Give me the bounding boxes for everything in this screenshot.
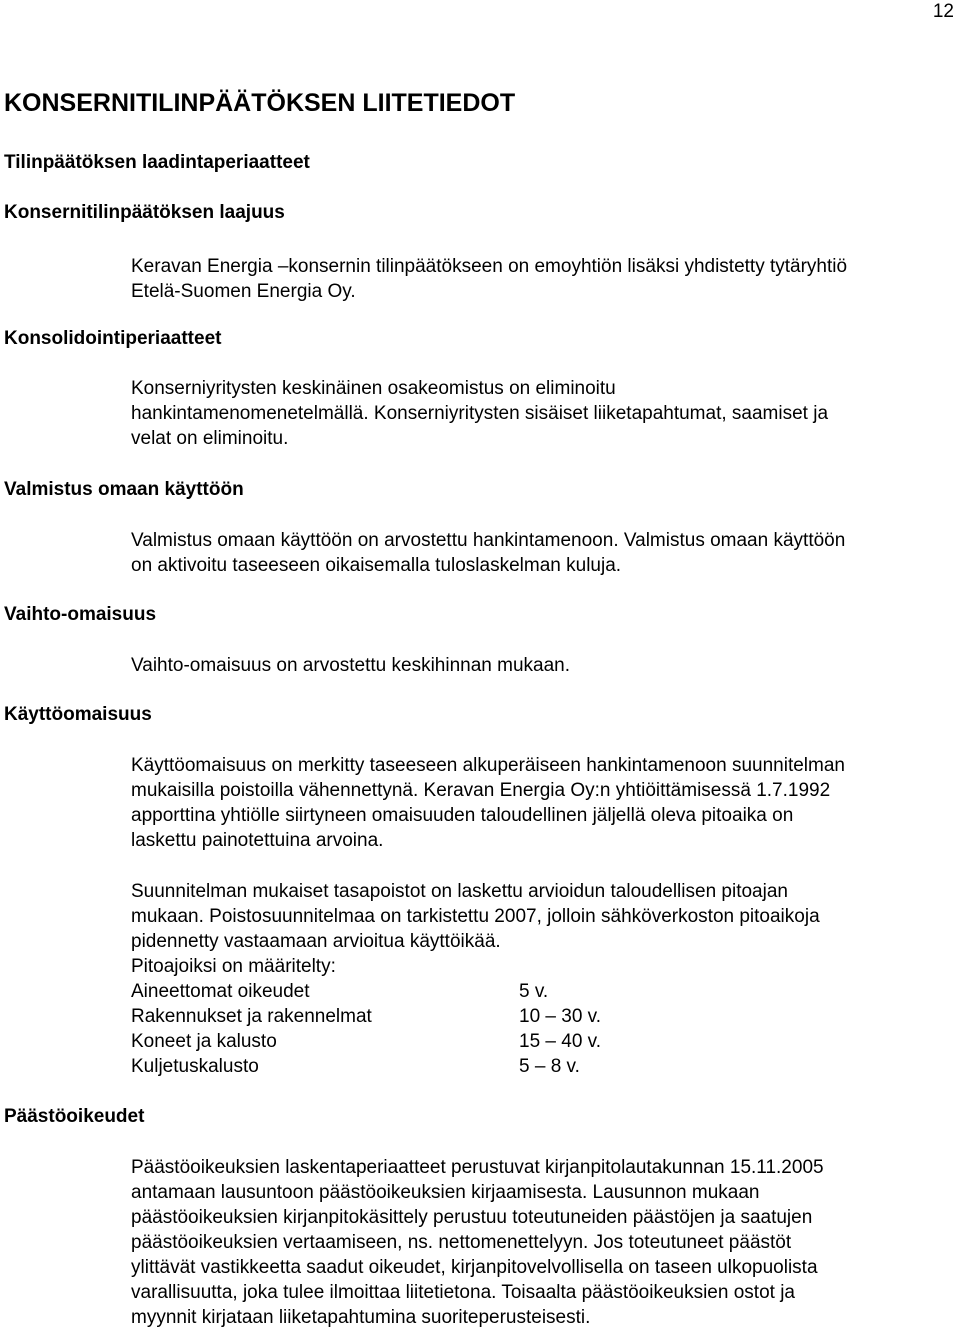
fixed-assets-paragraph-1 [131, 753, 957, 853]
useful-life-asset: Aineettomat oikeudet [131, 981, 310, 1002]
text-line: apporttina yhtiölle siirtyneen omaisuuden taloudellinen jäljellä oleva pitoaika on [131, 805, 794, 826]
text-line: hankintamenomenetelmällä. Konserniyritysten sisäiset liiketapahtumat, saamiset ja [131, 403, 829, 424]
text-line: laskettu painotettuina arvoina. [131, 830, 384, 851]
text-line: Vaihto-omaisuus on arvostettu keskihinnan mukaan. [131, 655, 571, 676]
text-line: Päästöoikeuksien laskentaperiaatteet perustuvat kirjanpitolautakunnan 15.11.2005 [131, 1157, 824, 1178]
text-line: Suunnitelman mukaiset tasapoistot on laskettu arvioidun taloudellisen pitoajan [131, 881, 788, 902]
fixed-assets-paragraph-2 [131, 879, 957, 979]
text-line: pidennetty vastaamaan arvioitua käyttöikää. [131, 931, 501, 952]
heading-fixed-assets: Käyttöomaisuus [4, 704, 152, 725]
heading-consolidation: Konsolidointiperiaatteet [4, 328, 222, 349]
page-number: 12 [932, 1, 954, 22]
text-line: Konserniyritysten keskinäinen osakeomistus on eliminoitu [131, 378, 616, 399]
text-line: mukaan. Poistosuunnitelmaa on tarkistettu 2007, jolloin sähköverkoston pitoaikoja [131, 906, 820, 927]
text-line: Valmistus omaan käyttöön on arvostettu hankintamenoon. Valmistus omaan käyttöön [131, 530, 846, 551]
page-title: KONSERNITILINPÄÄTÖKSEN LIITETIEDOT [4, 89, 516, 117]
own-use-paragraph [131, 528, 957, 578]
inventory-paragraph [131, 653, 957, 678]
text-line: Keravan Energia –konsernin tilinpäätökseen on emoyhtiön lisäksi yhdistetty tytäryhtiö [131, 256, 848, 277]
useful-life-years: 5 v. [519, 981, 549, 1002]
text-line: Pitoajoiksi on määritelty: [131, 956, 336, 977]
heading-scope: Konsernitilinpäätöksen laajuus [4, 202, 285, 223]
text-line: mukaisilla poistoilla vähennettynä. Keravan Energia Oy:n yhtiöittämisessä 1.7.1992 [131, 780, 831, 801]
heading-inventory: Vaihto-omaisuus [4, 604, 157, 625]
text-line: Käyttöomaisuus on merkitty taseeseen alkuperäiseen hankintamenoon suunnitelman [131, 755, 845, 776]
useful-life-years: 15 – 40 v. [519, 1031, 602, 1052]
text-line: Etelä-Suomen Energia Oy. [131, 281, 356, 302]
text-line: myynnit kirjataan liiketapahtumina suoriteperusteisesti. [131, 1307, 591, 1328]
heading-emissions: Päästöoikeudet [4, 1106, 145, 1127]
heading-own-use: Valmistus omaan käyttöön [4, 479, 244, 500]
scope-paragraph [131, 254, 957, 304]
text-line: velat on eliminoitu. [131, 428, 289, 449]
text-line: varallisuutta, joka tulee ilmoittaa liitetietona. Toisaalta päästöoikeuksien ostot ja [131, 1282, 795, 1303]
consolidation-paragraph [131, 376, 957, 451]
useful-life-years: 5 – 8 v. [519, 1056, 580, 1077]
text-line: ylittävät vastikkeetta saadut oikeudet, kirjanpitovelvollisella on taseen ulkopuolista [131, 1257, 818, 1278]
useful-life-years: 10 – 30 v. [519, 1006, 602, 1027]
text-line: on aktivoitu taseeseen oikaisemalla tuloslaskelman kuluja. [131, 555, 622, 576]
useful-life-asset: Kuljetuskalusto [131, 1056, 259, 1077]
useful-life-asset: Rakennukset ja rakennelmat [131, 1006, 372, 1027]
text-line: päästöoikeuksien kirjanpitokäsittely perustuu toteutuneiden päästöjen ja saatujen [131, 1207, 813, 1228]
useful-life-asset: Koneet ja kalusto [131, 1031, 277, 1052]
text-line: antamaan lausuntoon päästöoikeuksien kirjaamisesta. Lausunnon mukaan [131, 1182, 760, 1203]
heading-principles: Tilinpäätöksen laadintaperiaatteet [4, 152, 310, 173]
text-line: päästöoikeuksien vertaamiseen, ns. nettomenettelyyn. Jos toteutuneet päästöt [131, 1232, 792, 1253]
emissions-paragraph [131, 1155, 957, 1330]
